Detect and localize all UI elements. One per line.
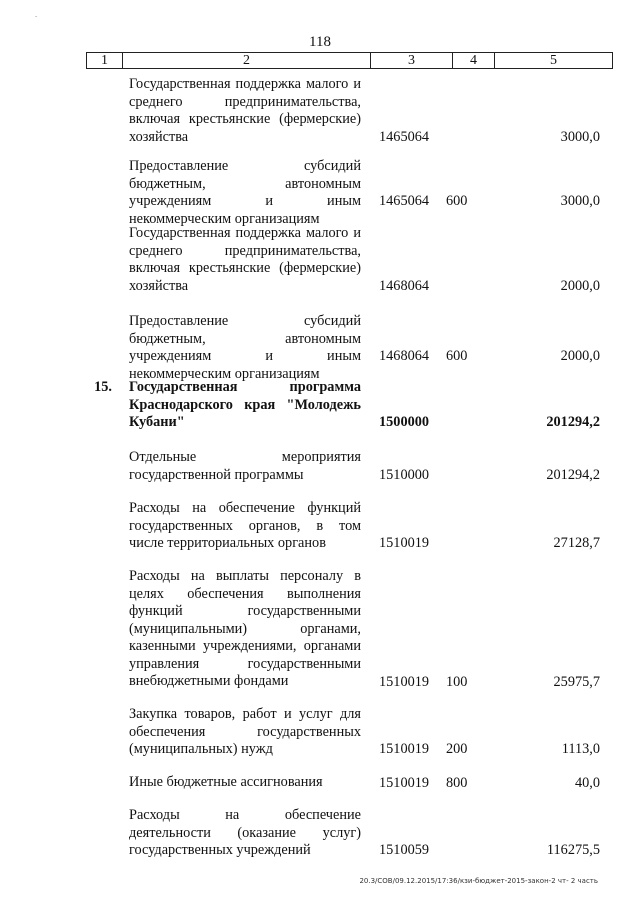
row-code: 1510019 (379, 673, 430, 690)
table-row (0, 568, 640, 691)
row-amount: 201294,2 (546, 413, 600, 430)
row-expense-type: 800 (446, 774, 468, 791)
row-amount: 40,0 (574, 774, 600, 791)
table-row (0, 313, 640, 382)
row-expense-type: 600 (446, 347, 468, 364)
row-name: Государственная поддержка малого и среднего предпринимательства, включая крестьянские (фермерские) хозяйства (129, 225, 361, 294)
table-row-program (0, 379, 640, 431)
column-header-row (86, 52, 613, 69)
row-amount: 2000,0 (560, 347, 600, 364)
column-header-1: 1 (87, 53, 123, 68)
row-name: Расходы на обеспечение деятельности (оказание услуг) государственных учреждений (129, 807, 361, 858)
row-code: 1468064 (379, 347, 430, 364)
row-amount: 201294,2 (546, 466, 600, 483)
row-amount: 116275,5 (546, 841, 600, 858)
row-name: Государственная поддержка малого и среднего предпринимательства, включая крестьянские (фермерские) хозяйства (129, 76, 361, 145)
row-code: 1510019 (379, 534, 430, 551)
row-code: 1510019 (379, 740, 430, 757)
row-name: Предоставление субсидий бюджетным, автономным учреждениям и иным некоммерческим организациям (129, 158, 361, 227)
row-expense-type: 200 (446, 740, 468, 757)
footer-document-code: 20.3/СОВ/09.12.2015/17:36/кзи-бюджет-2015-закон-2 чт- 2 часть (359, 877, 598, 885)
column-header-4: 4 (453, 53, 495, 68)
row-name: Закупка товаров, работ и услуг для обеспечения государственных (муниципальных) нужд (129, 706, 361, 757)
column-header-2: 2 (123, 53, 371, 68)
table-row (0, 225, 640, 295)
table-row (0, 706, 640, 758)
column-header-5: 5 (550, 53, 557, 68)
row-name: Отдельные мероприятия государственной программы (129, 449, 361, 483)
row-amount: 2000,0 (560, 277, 600, 294)
table-row (0, 774, 640, 792)
table-row (0, 449, 640, 484)
row-code: 1510000 (379, 466, 430, 483)
column-header-3: 3 (371, 53, 453, 68)
row-amount: 3000,0 (560, 192, 600, 209)
row-name: Государственная программа Краснодарского края "Молодежь Кубани" (129, 379, 361, 430)
table-row (0, 500, 640, 552)
row-name: Иные бюджетные ассигнования (129, 774, 323, 790)
row-code: 1500000 (379, 413, 430, 430)
table-row (0, 158, 640, 227)
row-code: 1465064 (379, 192, 430, 209)
table-row (0, 807, 640, 859)
row-name: Расходы на обеспечение функций государственных органов, в том числе территориальных органов (129, 500, 361, 551)
row-name: Предоставление субсидий бюджетным, автономным учреждениям и иным некоммерческим организациям (129, 313, 361, 382)
page-number: 118 (309, 34, 331, 50)
table-row (0, 76, 640, 146)
row-amount: 1113,0 (561, 740, 600, 757)
row-amount: 3000,0 (560, 128, 600, 145)
row-code: 1510019 (379, 774, 430, 791)
row-expense-type: 600 (446, 192, 468, 209)
row-code: 1468064 (379, 277, 430, 294)
row-amount: 25975,7 (553, 673, 600, 690)
row-number: 15. (94, 379, 112, 395)
row-name: Расходы на выплаты персоналу в целях обеспечения выполнения функций государственными (муниципальными) органами, казенными учреждениями, органами управления государственными внебюджетными фондами (129, 568, 361, 689)
row-code: 1465064 (379, 128, 430, 145)
corner-mark: - (35, 12, 38, 20)
row-amount: 27128,7 (553, 534, 600, 551)
row-code: 1510059 (379, 841, 430, 858)
row-expense-type: 100 (446, 673, 468, 690)
